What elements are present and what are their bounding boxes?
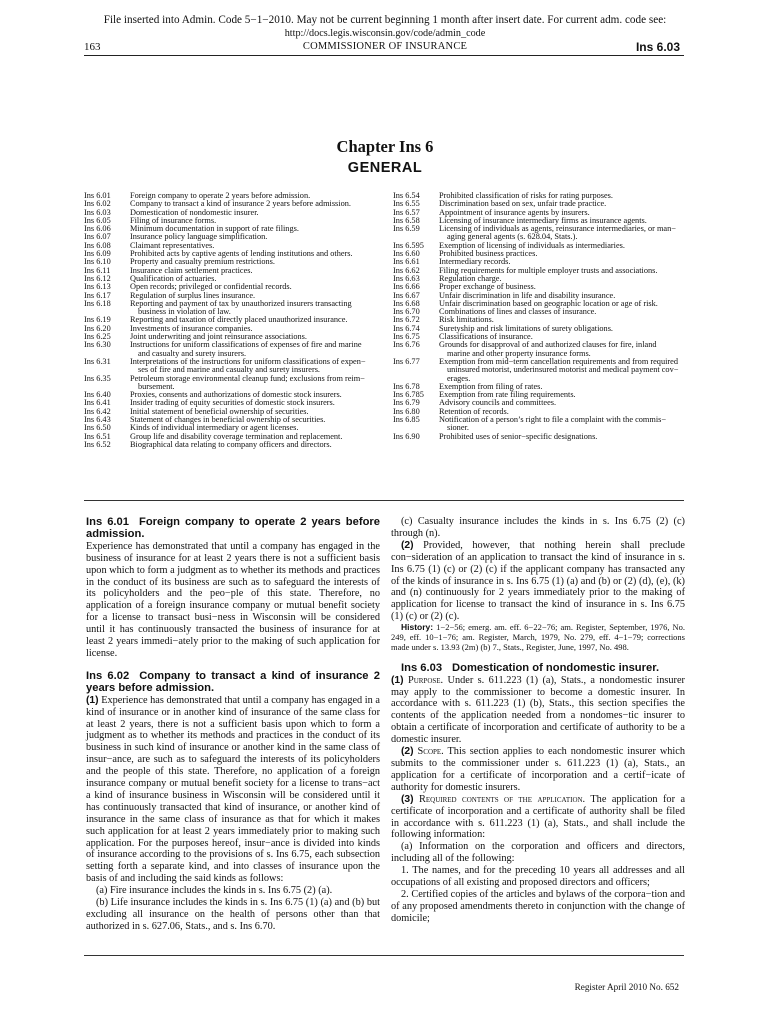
toc-section-title: Prohibited acts by captive agents of lending institutions and others.: [130, 249, 353, 259]
toc-section-number: Ins 6.42: [84, 406, 111, 416]
subsection-number: (2): [401, 539, 414, 551]
section-number: Ins 6.01: [86, 516, 129, 528]
toc-section-number: Ins 6.40: [84, 390, 111, 400]
toc-section-number: Ins 6.09: [84, 249, 111, 259]
toc-section-title: Proxies, consents and authorizations of domestic stock insurers.: [130, 390, 342, 400]
paragraph: [391, 794, 685, 842]
subsection-label: Required contents of the application.: [419, 793, 586, 805]
toc-section-title: Insurance claim settlement practices.: [130, 265, 253, 275]
toc-entry: [393, 399, 686, 407]
paragraph: 1. The names, and for the preceding 10 years all addresses and all occupations of all existing and proposed directors and officers;: [391, 865, 685, 889]
toc-section-title: Initial statement of beneficial ownership of securities.: [130, 406, 309, 416]
toc-section-number: Ins 6.17: [84, 290, 111, 300]
section-number: Ins 6.03: [401, 662, 443, 675]
paragraph: (a) Information on the corporation and officers and directors, including all of the following:: [391, 841, 685, 865]
toc-section-number: Ins 6.02: [84, 199, 111, 209]
chapter-title: Chapter Ins 6: [336, 137, 434, 156]
toc-section-title: Domestication of nondomestic insurer.: [130, 207, 259, 217]
toc-rule: [84, 500, 684, 501]
toc-section-number: [393, 366, 439, 374]
subsection-label: Purpose.: [407, 674, 444, 686]
toc-entry: [393, 267, 686, 275]
history-note: [391, 623, 685, 652]
toc-entry: [393, 366, 686, 374]
page-number: 163: [84, 41, 101, 53]
paragraph-text: Provided, however, that nothing herein shall preclude con−sideration of an application to transact the kind of insurance in s. Ins 6.75 (1) (c) or (2) (c) if the applicant company has transacted any of the kinds of insurance in s. Ins 6.75 (1) (a) and (b) or (2) (d), (e), (k) and (n) continuously for 2 years immediately prior to the making of application for license to transact the kind of insurance in s. Ins 6.75 (1) (c) or (2) (c).: [391, 539, 686, 623]
toc-section-number: Ins 6.59: [393, 224, 420, 234]
toc-entry: [393, 242, 686, 250]
paragraph-text: This section applies to each nondomestic insurer which submits to the commissioner under s. 611.223 (1) (a), Stats., an application for a certificate of incorporation and a certif−icate of authority for domestic insurers.: [391, 746, 686, 793]
paragraph-text: Under s. 611.223 (1) (a), Stats., a nondomestic insurer may apply to the commissioner to become a domestic insurer. In accordance with s. 611.223 (1) (b), Stats., this section specifies the contents of the application needed from a nondomes−tic insurer to obtain a certificate of incorporation and certificate of authority to be a domestic insurer.: [391, 674, 685, 746]
subsection-number: (1): [86, 694, 99, 706]
toc-section-number: Ins 6.05: [84, 215, 111, 225]
toc-section-title: uninsured motorist, underinsured motorist and medical payment cov−: [447, 365, 679, 375]
toc-section-title: Intermediary records.: [439, 257, 511, 267]
toc-section-title: Exemption from filing of rates.: [439, 381, 543, 391]
toc-section-title: Unfair discrimination based on geographic location or age of risk.: [439, 298, 658, 308]
toc-section-title: Biographical data relating to company officers and directors.: [130, 439, 332, 449]
toc-entry: [393, 308, 686, 316]
toc-section-title: Claimant representatives.: [130, 240, 215, 250]
toc-entry: [393, 250, 686, 258]
paragraph: [391, 746, 685, 794]
toc-section-number: Ins 6.60: [393, 249, 420, 259]
toc-section-number: Ins 6.74: [393, 323, 420, 333]
toc-section-number: Ins 6.12: [84, 273, 111, 283]
toc-section-title: Filing of insurance forms.: [130, 215, 217, 225]
toc-section-number: Ins 6.03: [84, 207, 111, 217]
toc-section-title: Retention of records.: [439, 406, 509, 416]
toc-section-number: Ins 6.54: [393, 191, 420, 200]
toc-entry: [84, 233, 380, 241]
toc-section-title: Company to transact a kind of insurance 2 years before admission.: [130, 199, 351, 209]
section-heading-6-01: [86, 516, 380, 541]
toc-section-number: Ins 6.52: [84, 439, 111, 449]
toc-section-title: Exemption from mid−term cancellation requirements and from required: [439, 356, 678, 366]
admin-code-url[interactable]: http://docs.legis.wisconsin.gov/code/admin_code: [284, 28, 486, 39]
toc-section-number: Ins 6.79: [393, 398, 420, 408]
toc-entry: [84, 441, 380, 449]
section-title: Company to transact a kind of insurance 2 years before admission.: [86, 669, 381, 695]
toc-entry: [393, 325, 686, 333]
toc-section-title: Property and casualty premium restrictions.: [130, 257, 275, 267]
paragraph: (c) Casualty insurance includes the kinds in s. Ins 6.75 (2) (c) through (n).: [391, 516, 685, 539]
body-left-column: [86, 516, 380, 933]
toc-section-number: Ins 6.35: [84, 373, 111, 383]
toc-section-title: Risk limitations.: [439, 315, 494, 325]
section-number: Ins 6.02: [86, 669, 130, 682]
toc-section-number: Ins 6.31: [84, 356, 111, 366]
toc-section-number: Ins 6.90: [393, 431, 420, 441]
toc-section-number: Ins 6.70: [393, 307, 420, 317]
toc-section-number: Ins 6.595: [393, 240, 424, 250]
toc-section-title: marine and other property insurance forms.: [447, 348, 591, 358]
running-head: COMMISSIONER OF INSURANCE: [302, 41, 468, 52]
toc-section-title: Appointment of insurance agents by insurers.: [439, 207, 590, 217]
toc-section-number: Ins 6.75: [393, 332, 420, 342]
toc-section-number: Ins 6.07: [84, 232, 111, 242]
toc-section-number: Ins 6.80: [393, 406, 420, 416]
toc-section-number: Ins 6.785: [393, 390, 424, 400]
toc-section-title: Reporting and taxation of directly placed unauthorized insurance.: [130, 315, 348, 325]
toc-section-title: Suretyship and risk limitations of surety obligations.: [439, 323, 613, 333]
toc-section-number: Ins 6.06: [84, 224, 111, 234]
toc-section-number: Ins 6.11: [84, 265, 111, 275]
toc-section-number: Ins 6.41: [84, 398, 111, 408]
toc-section-number: Ins 6.78: [393, 381, 420, 391]
toc-section-number: Ins 6.30: [84, 340, 111, 350]
insert-notice: [0, 14, 770, 40]
toc-entry: [84, 375, 380, 383]
chapter-subtitle: GENERAL: [347, 160, 423, 176]
toc-section-title: Classifications of insurance.: [439, 332, 533, 342]
toc-section-number: Ins 6.72: [393, 315, 420, 325]
toc-section-number: Ins 6.25: [84, 332, 111, 342]
section-title: Domestication of nondomestic insurer.: [452, 662, 660, 675]
toc-section-title: Joint underwriting and joint reinsurance associations.: [130, 332, 307, 342]
toc-section-number: Ins 6.13: [84, 282, 111, 292]
toc-section-number: Ins 6.66: [393, 282, 420, 292]
toc-section-title: Foreign company to operate 2 years before admission.: [130, 191, 311, 200]
toc-section-title: erages.: [447, 373, 471, 383]
toc-section-title: Proper exchange of business.: [439, 282, 536, 292]
paragraph: (b) Life insurance includes the kinds in s. Ins 6.75 (1) (a) and (b) but excluding all insurance on the health of persons other than that authorized in s. 627.06, Stats., and s. Ins 6.70.: [86, 897, 380, 932]
body-right-column: [391, 516, 685, 925]
toc-section-number: Ins 6.85: [393, 415, 420, 425]
toc-section-title: Minimum documentation in support of rate filings.: [130, 224, 299, 234]
section-tag: Ins 6.03: [635, 40, 680, 54]
toc-section-number: Ins 6.63: [393, 273, 420, 283]
toc-section-title: Qualification of actuaries.: [130, 273, 217, 283]
section-title: Foreign company to operate 2 years before admission.: [86, 516, 380, 541]
toc-section-title: Unfair discrimination in life and disability insurance.: [439, 290, 616, 300]
toc-section-number: Ins 6.76: [393, 340, 420, 350]
toc-section-title: Open records; privileged or confidential records.: [130, 282, 292, 292]
toc-left-column: [84, 192, 380, 449]
toc-section-title: sioner.: [447, 423, 469, 433]
toc-section-title: Notification of a person’s right to file a complaint with the commis−: [439, 415, 667, 425]
toc-entry: [84, 300, 380, 308]
toc-section-title: Insider trading of equity securities of domestic stock insurers.: [130, 398, 335, 408]
toc-right-column: [393, 192, 686, 441]
toc-section-title: Advisory councils and committees.: [439, 398, 557, 408]
subsection-number: (2): [401, 746, 414, 758]
toc-section-number: Ins 6.01: [84, 191, 111, 200]
subsection-number: (3): [401, 793, 414, 805]
toc-section-title: bursement.: [138, 381, 175, 391]
toc-entry: [393, 275, 686, 283]
toc-section-number: Ins 6.51: [84, 431, 111, 441]
header-rule: [84, 55, 684, 56]
toc-section-number: Ins 6.57: [393, 207, 420, 217]
toc-section-title: Investments of insurance companies.: [130, 323, 253, 333]
toc-section-number: Ins 6.62: [393, 265, 420, 275]
toc-section-title: Interpretations of the instructions for uniform classifications of expen−: [130, 356, 366, 366]
subsection-label: Scope.: [417, 746, 444, 758]
toc-section-title: Insurance policy language simplification.: [130, 232, 268, 242]
toc-section-number: Ins 6.68: [393, 298, 420, 308]
insert-notice-line1: File inserted into Admin. Code 5−1−2010. May not be current beginning 1 month after insert date. For current adm. code see:: [103, 14, 667, 26]
toc-section-title: Exemption from rate filing requirements.: [439, 390, 576, 400]
paragraph: [391, 540, 685, 623]
paragraph-text: Experience has demonstrated that until a company has engaged in a kind of insurance or in another kind of insurance of the same class for at least 2 years, there is not a sufficient basis upon which to form a judgment as to whether its methods and practices in the conduct of its business in such kind of insurance or another kind in the same class of insur−ance, are such as to safeguard the interests of its policyholders and the people of this state. Therefore, no application of a foreign insurance company or mutual benefit society for a license to trans−act a kind of insurance business in Wisconsin will be considered until it has continuously transacted that kind of insurance, or another kind of insurance in the same class of insurance as that for which it makes such application for at least 2 years immediately prior to making such application. For the purposes hereof, insur−ance is divided into kinds of insurance according to the provisions of s. Ins 6.75, each subsection setting forth a separate kind, and into classes of insurance upon the basis of and including the said kinds as follows:: [86, 694, 380, 885]
footer-rule: [84, 955, 684, 956]
toc-section-title: Prohibited uses of senior−specific designations.: [439, 431, 598, 441]
toc-section-number: Ins 6.55: [393, 199, 420, 209]
toc-section-title: Kinds of individual intermediary or agent licenses.: [130, 423, 299, 433]
paragraph-text: The application for a certificate of incorporation and a certificate of authority shall be filed in accordance with s. 611.223 (1) (a), Stats., and shall include the following information:: [391, 793, 686, 841]
toc-section-number: Ins 6.61: [393, 257, 420, 267]
toc-section-title: Group life and disability coverage termination and replacement.: [130, 431, 343, 441]
toc-section-title: Grounds for disapproval of and authorized clauses for fire, inland: [439, 340, 657, 350]
toc-entry: [84, 209, 380, 217]
toc-section-title: Regulation of surplus lines insurance.: [130, 290, 256, 300]
toc-section-title: aging general agents (s. 628.04, Stats.).: [447, 232, 578, 242]
toc-section-number: Ins 6.08: [84, 240, 111, 250]
toc-section-number: Ins 6.77: [393, 356, 420, 366]
toc-section-title: Exemption of licensing of individuals as intermediaries.: [439, 240, 625, 250]
toc-section-number: Ins 6.43: [84, 415, 111, 425]
toc-section-number: Ins 6.18: [84, 298, 111, 308]
toc-section-title: Instructions for uniform classifications of expenses of fire and marine: [130, 340, 362, 350]
toc-entry: [84, 267, 380, 275]
toc-section-title: Prohibited business practices.: [439, 249, 538, 259]
toc-section-title: Reporting and payment of tax by unauthorized insurers transacting: [130, 298, 352, 308]
paragraph: 2. Certified copies of the articles and bylaws of the corpora−tion and of any proposed amendments thereto in conjunction with the change of domicile;: [391, 888, 685, 924]
toc-section-title: Regulation charge.: [439, 273, 502, 283]
paragraph: Experience has demonstrated that until a company has engaged in the business of insurance for at least 2 years there is not a sufficient basis upon which to form a judgment as to whether its methods and practices in the conduct of its business are such as to safeguard the interests of its policyholders and the peo−ple of this state. Therefore, no application of a foreign insurance company or mutual benefit society for a license to transact busi−ness in Wisconsin will be considered until it has continuously transacted the business of insurance for at least 2 years immedi−ately prior to the making of such application for license.: [86, 540, 380, 659]
section-heading-6-03: [391, 662, 685, 674]
toc-section-title: ses of fire and marine and casualty and surety insurers.: [138, 365, 321, 375]
history-text: 1−2−56; emerg. am. eff. 6−22−76; am. Register, September, 1976, No. 249, eff. 10−1−76; am. Register, March, 1979, No. 279, eff. 4−1−79; corrections made under s. 13.93 (2m) (b) 7., Stats., Register, June, 1997, No. 498.: [391, 622, 686, 652]
toc-section-number: Ins 6.67: [393, 290, 420, 300]
toc-section-title: Discrimination based on sex, unfair trade practice.: [439, 199, 607, 209]
toc-entry: [393, 433, 686, 441]
toc-section-title: Licensing of insurance intermediary firms as insurance agents.: [439, 215, 647, 225]
subsection-number: (1): [391, 674, 404, 686]
toc-section-number: Ins 6.19: [84, 315, 111, 325]
toc-section-title: Petroleum storage environmental cleanup fund; exclusions from reim−: [130, 373, 365, 383]
section-heading-6-02: [86, 670, 380, 695]
paragraph: (a) Fire insurance includes the kinds in s. Ins 6.75 (2) (a).: [96, 885, 333, 897]
toc-section-title: Filing requirements for multiple employer trusts and associations.: [439, 265, 658, 275]
toc-section-number: Ins 6.58: [393, 215, 420, 225]
history-label: History:: [401, 622, 434, 633]
toc-section-title: and casualty and surety insurers.: [138, 348, 247, 358]
register-footer: Register April 2010 No. 652: [574, 982, 679, 992]
toc-section-number: Ins 6.10: [84, 257, 111, 267]
paragraph: [86, 695, 380, 886]
toc-section-number: Ins 6.50: [84, 423, 111, 433]
toc-section-title: Prohibited classification of risks for rating purposes.: [439, 191, 613, 200]
toc-section-title: Licensing of individuals as agents, reinsurance intermediaries, or man−: [439, 224, 676, 234]
toc-section-number: Ins 6.20: [84, 323, 111, 333]
toc-entry: [393, 416, 686, 424]
toc-section-title: Combinations of lines and classes of insurance.: [439, 307, 597, 317]
paragraph: [391, 675, 685, 746]
toc-section-title: business in violation of law.: [138, 307, 231, 317]
toc-section-title: Statement of changes in beneficial ownership of securities.: [130, 415, 326, 425]
